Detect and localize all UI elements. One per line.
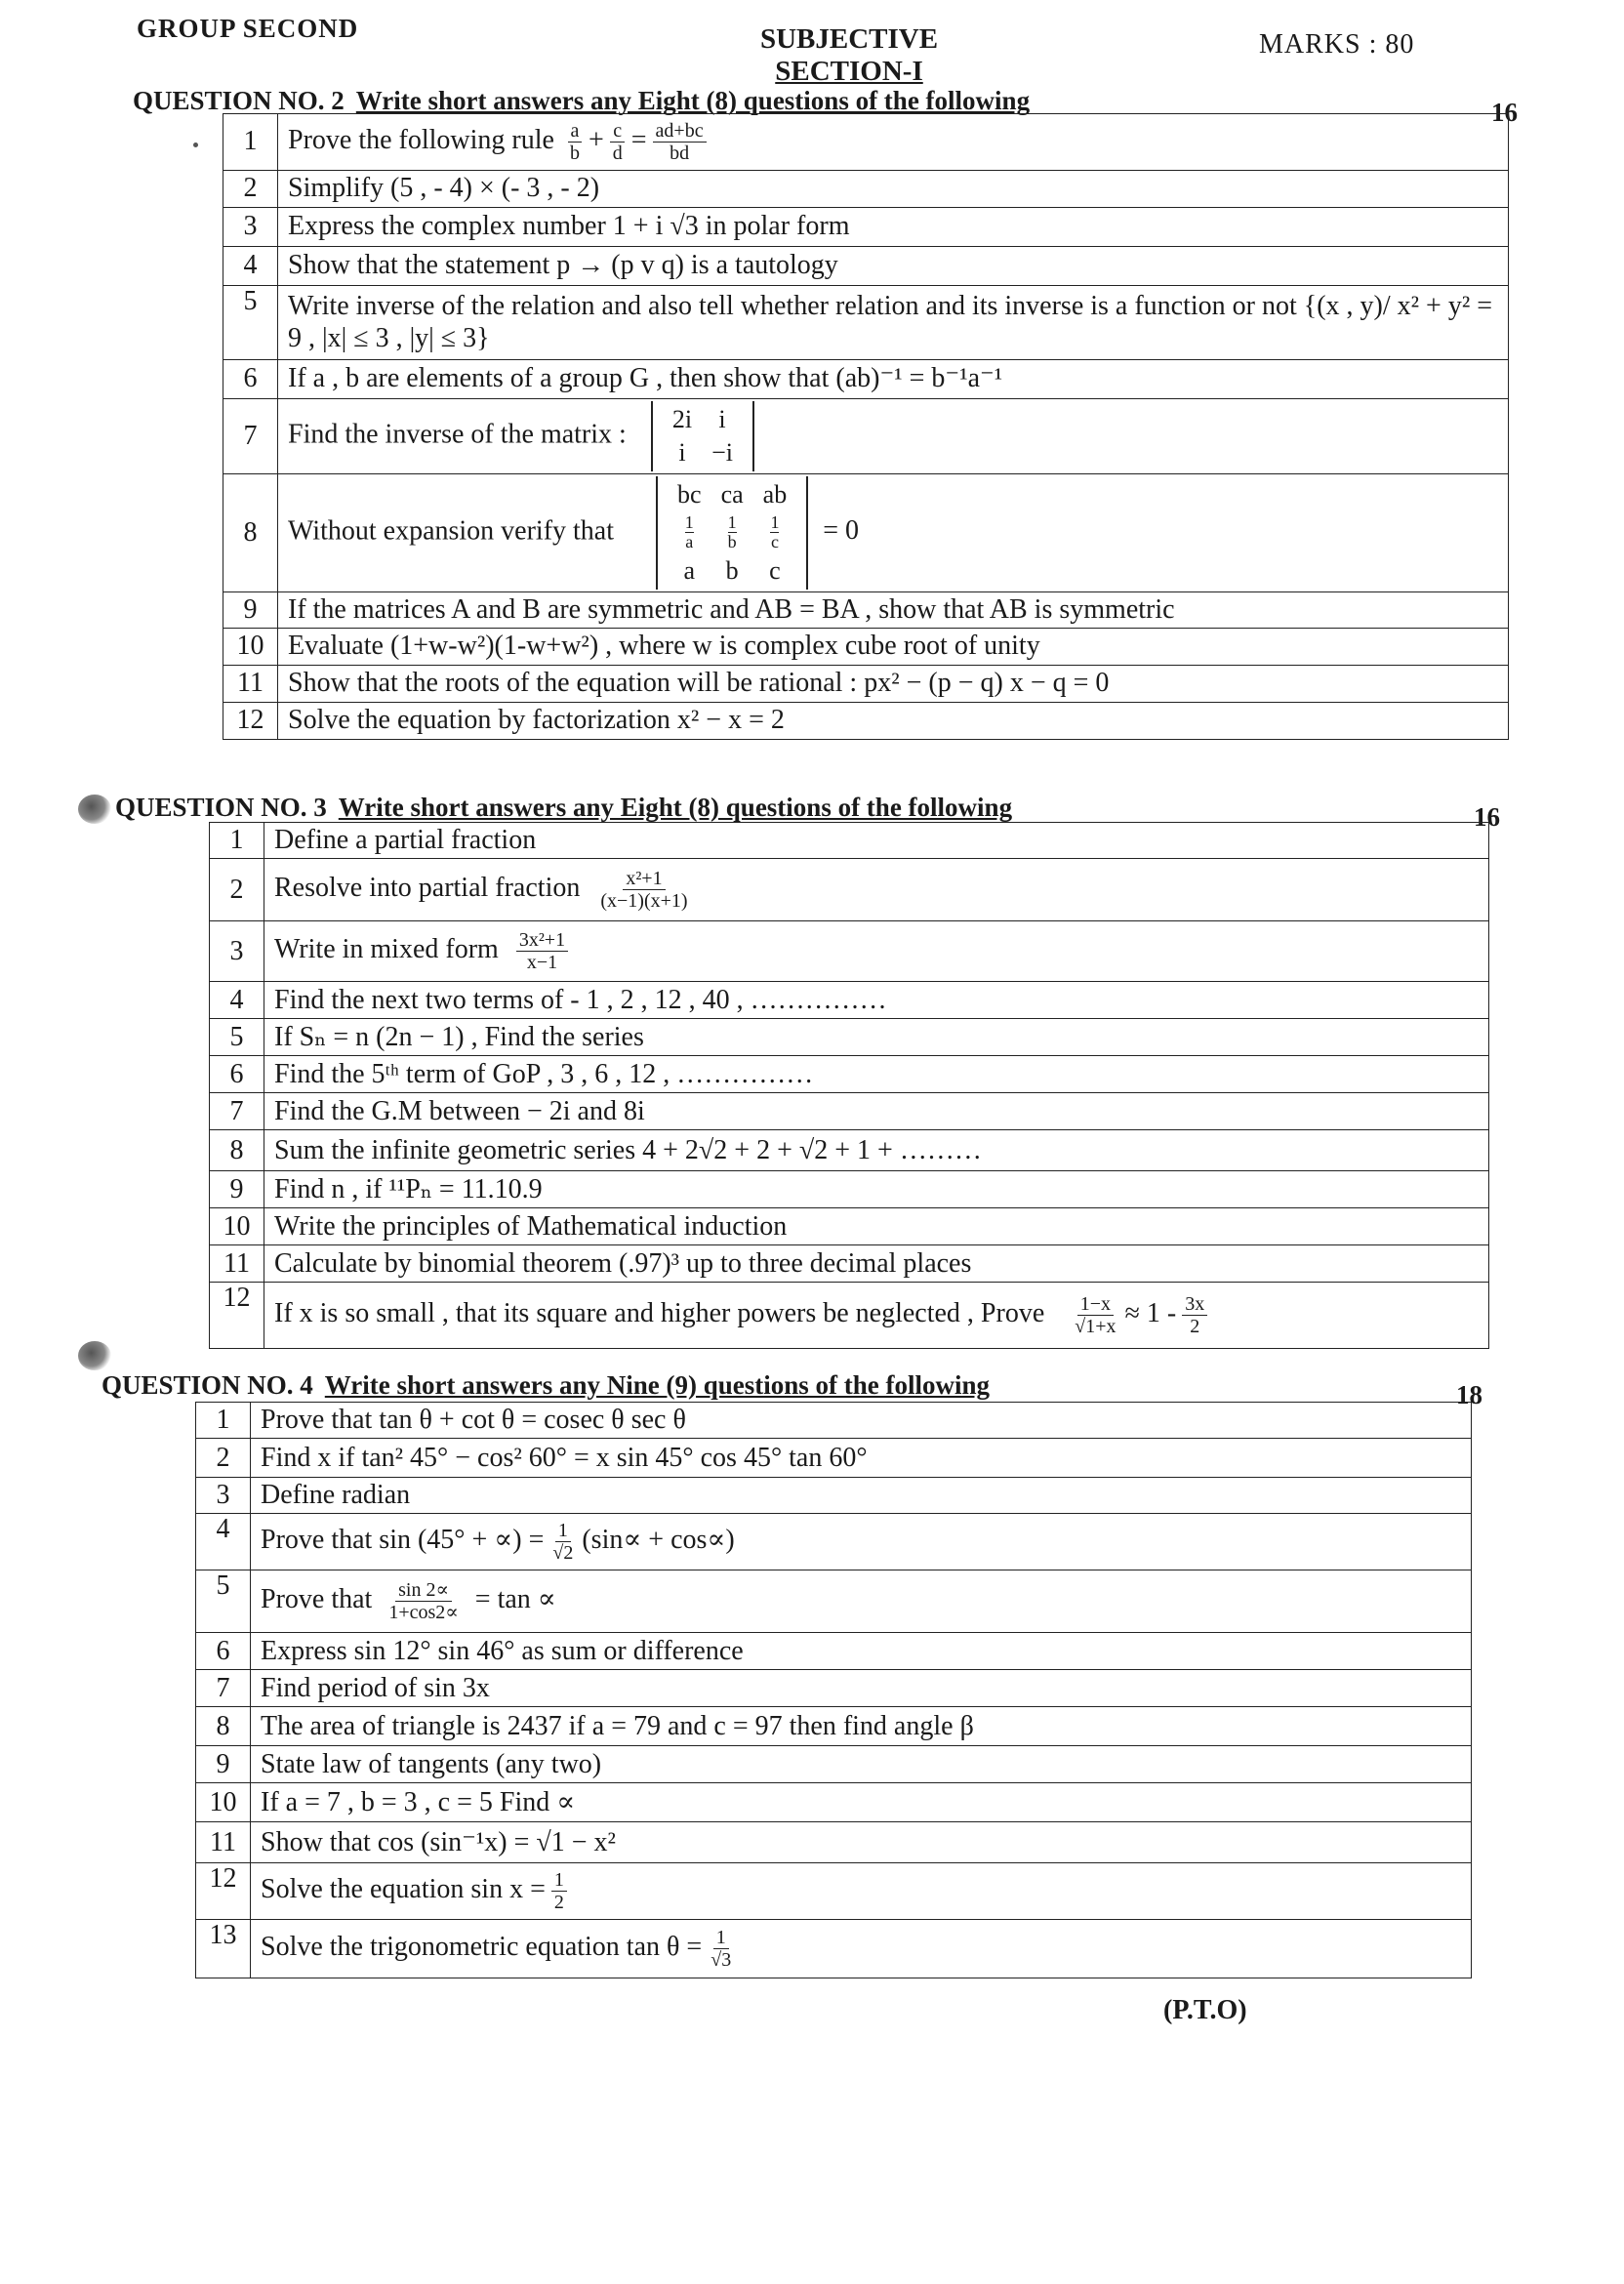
pto-label: (P.T.O) [1163, 1995, 1247, 2025]
question-text [251, 1570, 1472, 1633]
fraction-numerator: 1 [713, 1927, 729, 1949]
fraction [386, 1579, 461, 1623]
table-row [210, 1208, 1489, 1245]
determinant-cell [668, 511, 711, 555]
question-number: 12 [196, 1863, 251, 1920]
question-text: Find the 5ᵗʰ term of GoP , 3 , 6 , 12 , …………… [264, 1056, 1489, 1093]
fraction-numerator: ad+bc [653, 120, 707, 143]
matrix-cell: −i [711, 437, 733, 467]
question-number: 13 [196, 1920, 251, 1978]
question-text: Show that the roots of the equation will be rational : px² − (p − q) x − q = 0 [278, 665, 1509, 702]
question-text: Find x if tan² 45° − cos² 60° = x sin 45° cos 45° tan 60° [251, 1439, 1472, 1478]
question-text: If a = 7 , b = 3 , c = 5 Find ∝ [251, 1783, 1472, 1822]
question-number: 1 [196, 1403, 251, 1439]
question-2-label: QUESTION NO. 2 [133, 86, 345, 115]
table-row [223, 171, 1509, 208]
question-4-table [195, 1402, 1472, 1978]
question-text: Prove that tan θ + cot θ = cosec θ sec θ [251, 1403, 1472, 1439]
fraction [549, 1520, 576, 1564]
question-text: Define a partial fraction [264, 823, 1489, 859]
table-row [196, 1478, 1472, 1514]
question-text-part: Resolve into partial fraction [274, 873, 581, 904]
question-text-part: (sin∝ + cos∝) [582, 1525, 735, 1556]
table-row [196, 1863, 1472, 1920]
section-title: SECTION-I [775, 56, 923, 87]
determinant-cell: b [725, 556, 739, 586]
question-text: Find the G.M between − 2i and 8i [264, 1093, 1489, 1130]
question-3-instruction: Write short answers any Eight (8) questions of the following [338, 793, 1013, 822]
fraction [1182, 1293, 1207, 1337]
fraction-denominator: bd [670, 143, 690, 164]
fraction-denominator: √2 [552, 1542, 574, 1565]
table-row [210, 1245, 1489, 1283]
question-number: 2 [210, 859, 264, 921]
question-number: 1 [210, 823, 264, 859]
fraction-denominator: x−1 [526, 952, 558, 974]
question-text-part: If x is so small , that its square and higher powers be neglected , Prove [274, 1298, 1045, 1329]
question-text [264, 1283, 1489, 1349]
equals-sign: = [630, 124, 647, 155]
fraction-denominator: 2 [1190, 1316, 1200, 1338]
table-row [223, 592, 1509, 629]
table-row [210, 921, 1489, 982]
matrix-cell: i [678, 437, 686, 467]
question-text: Calculate by binomial theorem (.97)³ up to three decimal places [264, 1245, 1489, 1283]
question-text: If the matrices A and B are symmetric and AB = BA , show that AB is symmetric [278, 592, 1509, 629]
speck-mark [193, 143, 198, 147]
fraction-denominator: d [612, 143, 623, 164]
question-number: 4 [210, 982, 264, 1019]
ink-blot-mark [78, 1341, 111, 1370]
fraction-numerator: a [568, 120, 583, 143]
question-number: 12 [210, 1283, 264, 1349]
question-3-heading [115, 793, 1012, 823]
question-text-part: Prove the following rule [288, 124, 554, 155]
question-3-marks: 16 [1474, 802, 1500, 832]
question-text: Find the next two terms of - 1 , 2 , 12 , 40 , …………… [264, 982, 1489, 1019]
question-number: 9 [210, 1171, 264, 1208]
question-text [251, 1863, 1472, 1920]
fraction-denominator: (x−1)(x+1) [600, 890, 688, 913]
question-number: 6 [210, 1056, 264, 1093]
question-text: Find n , if ¹¹Pₙ = 11.10.9 [264, 1171, 1489, 1208]
question-number: 5 [210, 1019, 264, 1056]
table-row [210, 982, 1489, 1019]
question-text [278, 399, 1509, 474]
equals-zero: = 0 [823, 515, 860, 547]
table-row [210, 823, 1489, 859]
fraction-numerator: 1−x [1077, 1293, 1114, 1316]
question-text-part: = tan ∝ [474, 1584, 556, 1615]
question-number: 10 [210, 1208, 264, 1245]
fraction [567, 120, 583, 164]
table-row [196, 1670, 1472, 1707]
question-number: 11 [210, 1245, 264, 1283]
question-2-marks: 16 [1491, 98, 1518, 127]
table-row [196, 1746, 1472, 1783]
table-row [196, 1514, 1472, 1570]
question-text-part: Write in mixed form [274, 934, 499, 965]
question-2-instruction: Write short answers any Eight (8) questions of the following [355, 86, 1031, 115]
table-row [196, 1633, 1472, 1670]
plus-sign: + [588, 124, 604, 155]
table-row [223, 208, 1509, 247]
question-text [251, 1514, 1472, 1570]
table-row [223, 247, 1509, 286]
question-number: 7 [210, 1093, 264, 1130]
fraction-numerator: c [610, 120, 625, 143]
table-row [196, 1707, 1472, 1746]
fraction-denominator: √1+x [1075, 1316, 1116, 1338]
total-marks: MARKS : 80 [1259, 29, 1415, 60]
approx-sign: ≈ 1 - [1124, 1298, 1177, 1329]
question-text: If a , b are elements of a group G , then show that (ab)⁻¹ = b⁻¹a⁻¹ [278, 360, 1509, 399]
table-row [196, 1439, 1472, 1478]
table-row [210, 1019, 1489, 1056]
table-row [210, 859, 1489, 921]
determinant-cell: ca [720, 479, 744, 509]
question-number: 6 [196, 1633, 251, 1670]
matrix [651, 401, 754, 471]
determinant [656, 476, 808, 590]
question-text-part: Prove that [261, 1584, 373, 1615]
question-number: 8 [210, 1130, 264, 1171]
question-number: 4 [223, 247, 278, 286]
table-row [223, 399, 1509, 474]
question-number: 9 [223, 592, 278, 629]
fraction-numerator: 3x²+1 [516, 929, 568, 952]
question-number: 7 [196, 1670, 251, 1707]
question-3-label: QUESTION NO. 3 [115, 793, 327, 822]
question-number: 5 [223, 286, 278, 360]
determinant-cell: bc [677, 479, 702, 509]
fraction [1072, 1293, 1118, 1337]
table-row [223, 286, 1509, 360]
fraction-denominator: a [685, 532, 694, 552]
question-number: 2 [223, 171, 278, 208]
question-text [264, 921, 1489, 982]
question-text: Show that the statement p → (p v q) is a tautology [278, 247, 1509, 286]
question-text: Find period of sin 3x [251, 1670, 1472, 1707]
question-number: 3 [196, 1478, 251, 1514]
question-text: Define radian [251, 1478, 1472, 1514]
table-row [196, 1403, 1472, 1439]
determinant-cell: c [769, 556, 781, 586]
table-row [196, 1783, 1472, 1822]
question-number: 4 [196, 1514, 251, 1570]
matrix-cell: 2i [671, 405, 693, 433]
question-4-instruction: Write short answers any Nine (9) questions of the following [324, 1370, 991, 1400]
table-row [223, 665, 1509, 702]
fraction [516, 929, 568, 973]
subject-title: SUBJECTIVE [759, 23, 939, 55]
question-text [251, 1920, 1472, 1978]
fraction [597, 868, 690, 912]
question-text: Write inverse of the relation and also tell whether relation and its inverse is a function or not {(x , y)/ x² + y² = 9 , |x| ≤ 3 , |y| ≤ 3} [278, 286, 1509, 360]
question-text: If Sₙ = n (2n − 1) , Find the series [264, 1019, 1489, 1056]
question-number: 10 [196, 1783, 251, 1822]
group-label: GROUP SECOND [137, 14, 359, 43]
fraction-numerator: 1 [555, 1520, 571, 1542]
question-text-part: Solve the equation sin x = [261, 1874, 546, 1905]
question-number: 3 [223, 208, 278, 247]
question-number: 1 [223, 114, 278, 171]
fraction [708, 1927, 734, 1971]
question-2-table [223, 113, 1509, 740]
fraction-numerator: sin 2∝ [395, 1579, 452, 1602]
question-number: 12 [223, 702, 278, 739]
question-number: 8 [223, 473, 278, 591]
question-text [278, 473, 1509, 591]
question-text-part: Prove that sin (45° + ∝) = [261, 1525, 545, 1556]
question-text: Simplify (5 , - 4) × (- 3 , - 2) [278, 171, 1509, 208]
question-text [264, 859, 1489, 921]
question-text: Express sin 12° sin 46° as sum or difference [251, 1633, 1472, 1670]
question-4-label: QUESTION NO. 4 [102, 1370, 313, 1400]
question-4-heading [102, 1370, 990, 1401]
question-text: Sum the infinite geometric series 4 + 2√2 + 2 + √2 + 1 + ……… [264, 1130, 1489, 1171]
question-number: 10 [223, 629, 278, 665]
determinant-cell: ab [762, 479, 788, 509]
question-number: 8 [196, 1707, 251, 1746]
question-number: 5 [196, 1570, 251, 1633]
question-number: 6 [223, 360, 278, 399]
fraction-numerator: 1 [727, 511, 737, 532]
fraction-numerator: 1 [684, 511, 694, 532]
table-row [210, 1056, 1489, 1093]
question-number: 9 [196, 1746, 251, 1783]
question-number: 11 [196, 1822, 251, 1863]
question-text: Show that cos (sin⁻¹x) = √1 − x² [251, 1822, 1472, 1863]
question-text [278, 114, 1509, 171]
fraction-denominator: b [727, 532, 737, 552]
question-number: 3 [210, 921, 264, 982]
fraction-denominator: √3 [710, 1949, 732, 1972]
question-text: State law of tangents (any two) [251, 1746, 1472, 1783]
question-3-table [209, 822, 1489, 1349]
ink-blot-mark [78, 795, 111, 824]
table-row [210, 1093, 1489, 1130]
determinant-cell: a [683, 556, 696, 586]
table-row [223, 702, 1509, 739]
fraction-denominator: 1+cos2∝ [388, 1602, 459, 1624]
table-row [196, 1920, 1472, 1978]
table-row [223, 360, 1509, 399]
question-text: The area of triangle is 2437 if a = 79 and c = 97 then find angle β [251, 1707, 1472, 1746]
table-row [223, 473, 1509, 591]
question-text-part: Without expansion verify that [288, 515, 615, 547]
fraction-numerator: x²+1 [623, 868, 665, 890]
fraction [610, 120, 626, 164]
table-row [210, 1130, 1489, 1171]
question-number: 7 [223, 399, 278, 474]
question-number: 2 [196, 1439, 251, 1478]
table-row [210, 1171, 1489, 1208]
question-number: 11 [223, 665, 278, 702]
table-row [223, 114, 1509, 171]
table-row [223, 629, 1509, 665]
fraction-numerator: 1 [770, 511, 780, 532]
question-text-part: Solve the trigonometric equation tan θ = [261, 1932, 703, 1963]
matrix-cell: i [718, 405, 726, 433]
question-2-heading [133, 86, 1030, 116]
fraction [653, 120, 707, 164]
question-text-part: Find the inverse of the matrix : [288, 419, 627, 450]
fraction-numerator: 3x [1182, 1293, 1207, 1316]
question-text: Express the complex number 1 + i √3 in polar form [278, 208, 1509, 247]
fraction-denominator: 2 [553, 1892, 564, 1914]
question-text: Write the principles of Mathematical induction [264, 1208, 1489, 1245]
fraction-denominator: c [770, 532, 779, 552]
question-text: Evaluate (1+w-w²)(1-w+w²) , where w is complex cube root of unity [278, 629, 1509, 665]
question-4-marks: 18 [1456, 1380, 1482, 1409]
table-row [210, 1283, 1489, 1349]
determinant-cell [711, 511, 753, 555]
fraction-numerator: 1 [551, 1869, 567, 1892]
fraction [551, 1869, 567, 1913]
fraction-denominator: b [569, 143, 580, 164]
table-row [196, 1570, 1472, 1633]
question-text: Solve the equation by factorization x² − x = 2 [278, 702, 1509, 739]
table-row [196, 1822, 1472, 1863]
determinant-cell [753, 511, 797, 555]
